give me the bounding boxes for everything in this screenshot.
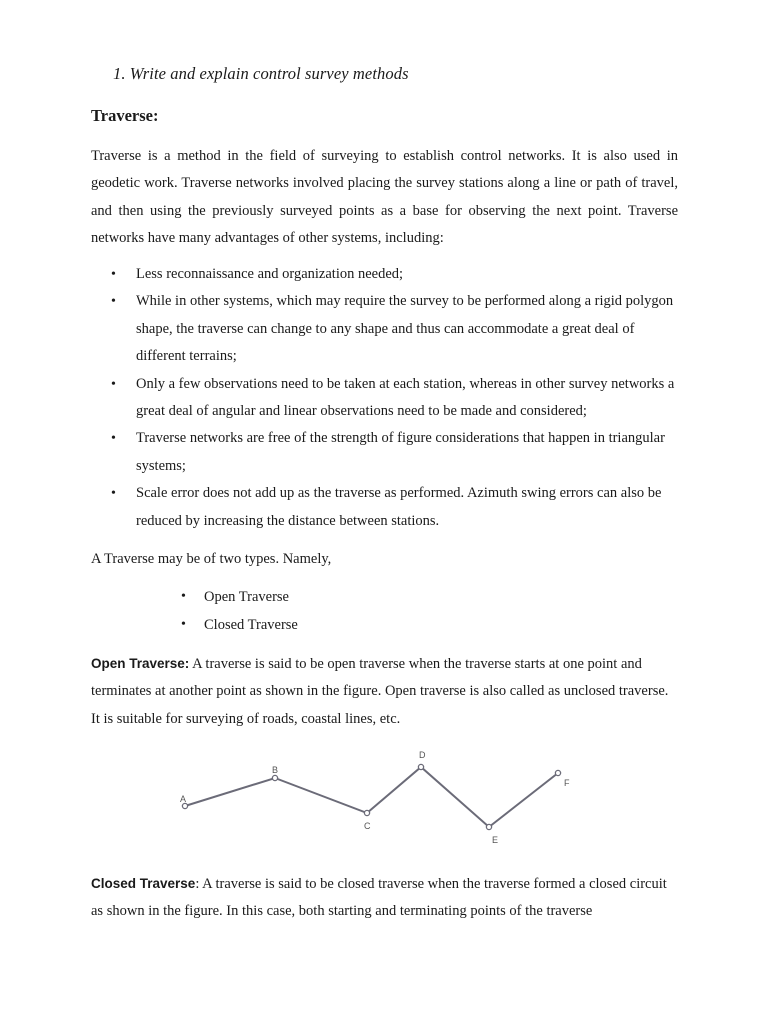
advantage-item: • While in other systems, which may require the survey to be performed along a rigid polygon shape, the traverse can change to any shape and thus can accommodate a great deal of different terrains; <box>108 288 683 370</box>
open-traverse-figure <box>170 740 590 850</box>
station-a-marker <box>182 803 187 808</box>
station-c-marker <box>364 810 369 815</box>
traverse-intro: Traverse is a method in the field of surveying to establish control networks. It is also used in geodetic work. Traverse networks involved placing the survey stations along a line or path of travel, and then using the previously surveyed points as a base for observing the next point. Traverse networks have many advantages of other systems, including: <box>91 148 678 246</box>
advantage-item: • Less reconnaissance and organization needed; <box>108 261 683 288</box>
station-label-b: B <box>272 765 279 775</box>
open-traverse-text: A traverse is said to be open traverse when the traverse starts at one point and terminates at another point as shown in the figure. Open traverse is also called as unclosed traverse. It is suitable for surveying of roads, coastal lines, etc. <box>91 656 669 727</box>
station-label-a: A <box>180 794 187 804</box>
station-d-marker <box>418 764 423 769</box>
open-traverse-label: Open Traverse: <box>91 656 190 671</box>
traverse-line <box>185 767 558 827</box>
type-item-closed: • Closed Traverse <box>178 611 298 639</box>
closed-traverse-text: : A traverse is said to be closed traverse when the traverse formed a closed circuit as shown in the figure. In this case, both starting and terminating points of the traverse <box>91 876 667 920</box>
station-label-f: F <box>564 778 570 788</box>
station-e-marker <box>486 824 491 829</box>
station-label-c: C <box>364 821 371 831</box>
types-intro: A Traverse may be of two types. Namely, <box>91 551 332 567</box>
open-traverse-diagram <box>170 740 590 850</box>
closed-traverse-paragraph <box>91 870 676 926</box>
advantages-list <box>108 261 683 535</box>
advantage-item: • Scale error does not add up as the traverse as performed. Azimuth swing errors can also be reduced by increasing the distance between stations. <box>108 480 683 535</box>
traverse-title: Traverse: <box>91 106 159 125</box>
station-b-marker <box>272 775 277 780</box>
advantage-item: • Only a few observations need to be taken at each station, whereas in other survey networks a great deal of angular and linear observations need to be made and considered; <box>108 371 683 426</box>
question-heading: 1. Write and explain control survey methods <box>113 64 409 83</box>
type-item-open: • Open Traverse <box>178 583 298 611</box>
open-traverse-paragraph <box>91 650 676 733</box>
advantage-item: • Traverse networks are free of the strength of figure considerations that happen in triangular systems; <box>108 425 683 480</box>
traverse-types-list <box>178 583 298 639</box>
station-f-marker <box>555 770 560 775</box>
closed-traverse-label: Closed Traverse <box>91 876 196 891</box>
station-label-d: D <box>419 750 426 760</box>
station-label-e: E <box>492 835 499 845</box>
